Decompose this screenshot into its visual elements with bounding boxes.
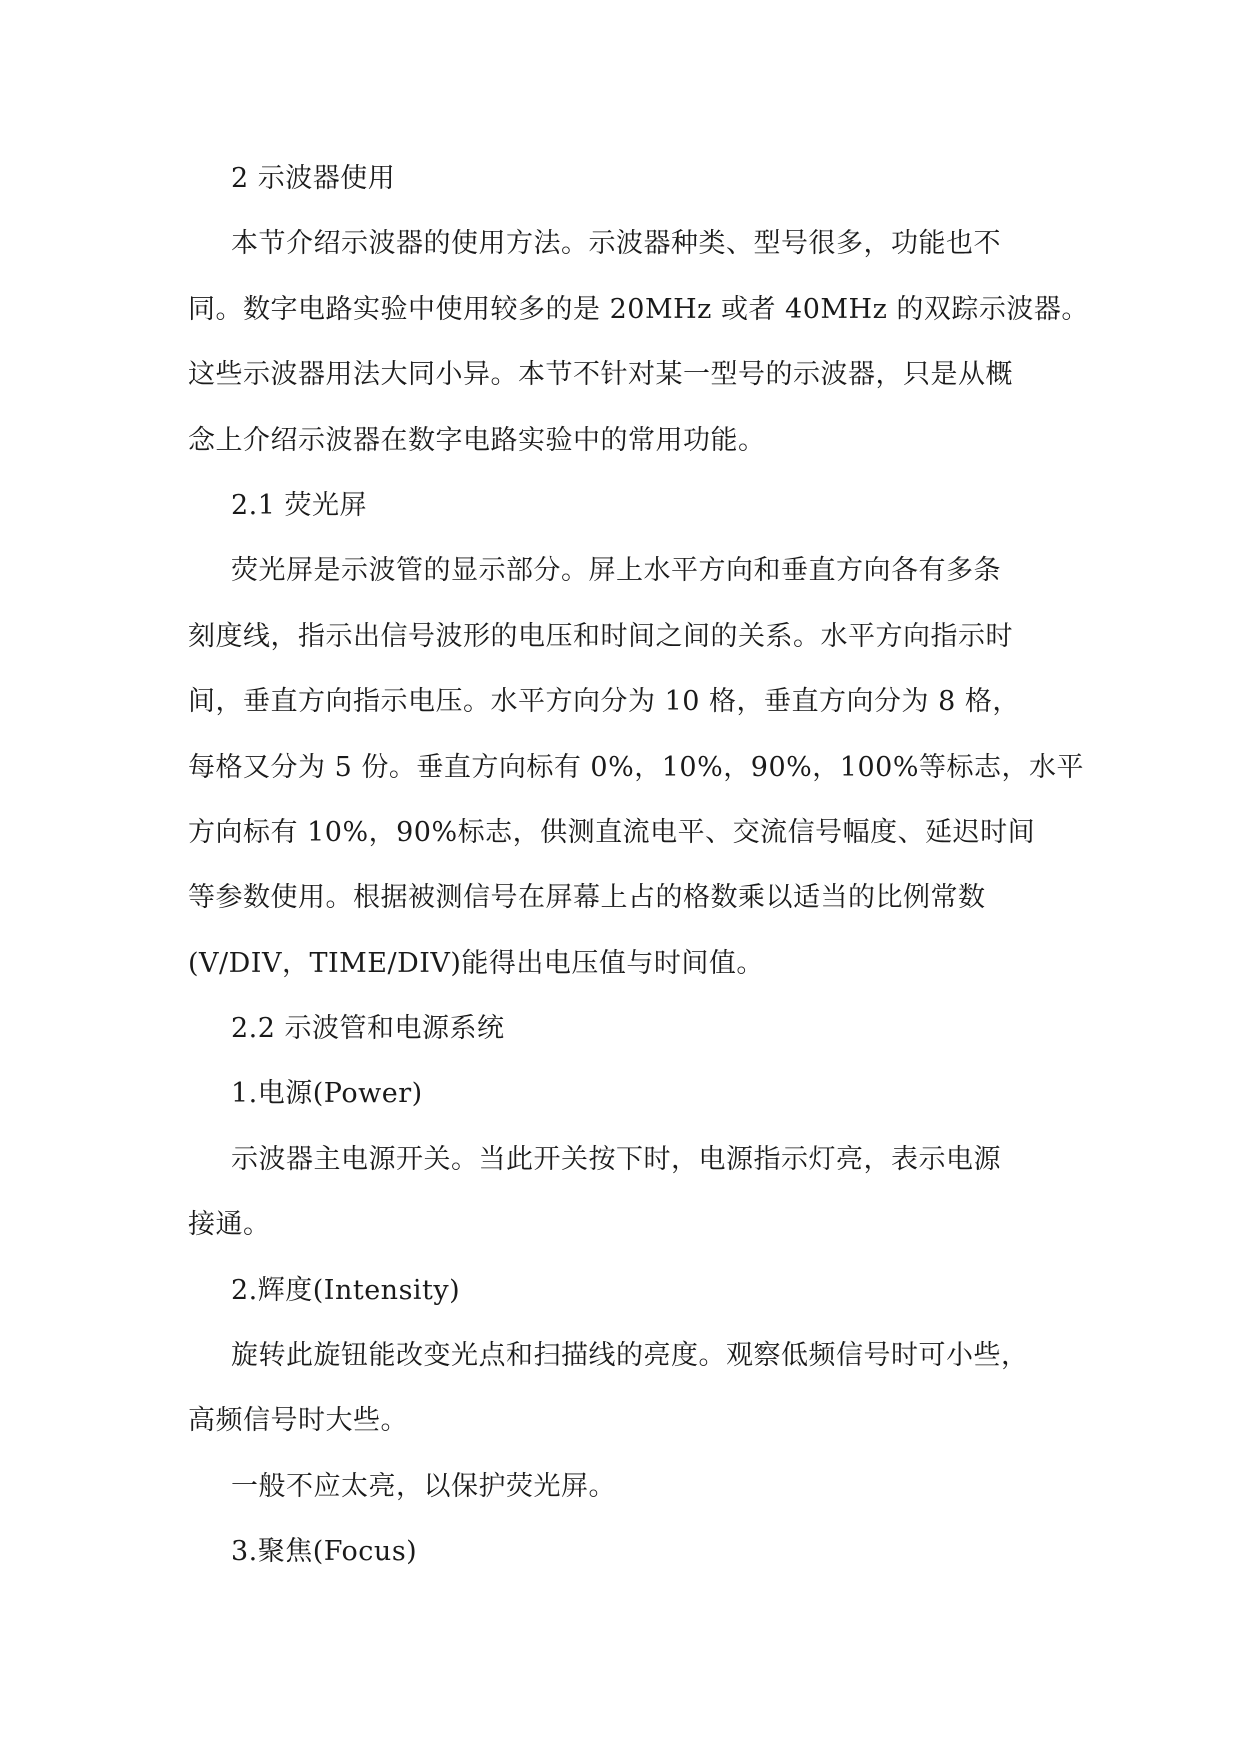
paragraph-line: 接通。 (188, 1209, 271, 1241)
section-heading-tube-and-power: 2.2 示波管和电源系统 (231, 1013, 505, 1045)
paragraph-line: (V/DIV，TIME/DIV)能得出电压值与时间值。 (188, 947, 764, 979)
paragraph-line: 一般不应太亮，以保护荧光屏。 (231, 1470, 616, 1502)
paragraph-line: 间，垂直方向指示电压。水平方向分为 10 格，垂直方向分为 8 格， (188, 686, 1020, 718)
item-heading-focus: 3.聚焦(Focus) (231, 1536, 418, 1568)
paragraph-line: 本节介绍示波器的使用方法。示波器种类、型号很多，功能也不 (231, 228, 1001, 260)
paragraph-line: 方向标有 10%，90%标志，供测直流电平、交流信号幅度、延迟时间 (188, 816, 1036, 848)
paragraph-line: 同。数字电路实验中使用较多的是 20MHz 或者 40MHz 的双踪示波器。 (188, 293, 1089, 325)
paragraph-line: 高频信号时大些。 (188, 1405, 408, 1437)
section-heading-screen: 2.1 荧光屏 (231, 489, 368, 521)
paragraph-line: 念上介绍示波器在数字电路实验中的常用功能。 (188, 424, 766, 456)
document-body (188, 146, 1089, 1585)
paragraph-line: 刻度线，指示出信号波形的电压和时间之间的关系。水平方向指示时 (188, 620, 1013, 652)
paragraph-line: 每格又分为 5 份。垂直方向标有 0%，10%，90%，100%等标志，水平 (188, 751, 1084, 783)
paragraph-line: 这些示波器用法大同小异。本节不针对某一型号的示波器，只是从概 (188, 359, 1013, 391)
item-heading-intensity: 2.辉度(Intensity) (231, 1274, 461, 1306)
paragraph-line: 旋转此旋钮能改变光点和扫描线的亮度。观察低频信号时可小些， (231, 1340, 1029, 1372)
item-heading-power: 1.电源(Power) (231, 1078, 423, 1110)
paragraph-line: 示波器主电源开关。当此开关按下时，电源指示灯亮，表示电源 (231, 1143, 1001, 1175)
paragraph-line: 荧光屏是示波管的显示部分。屏上水平方向和垂直方向各有多条 (231, 555, 1001, 587)
section-heading-oscilloscope-usage: 2 示波器使用 (231, 163, 396, 194)
paragraph-line: 等参数使用。根据被测信号在屏幕上占的格数乘以适当的比例常数 (188, 882, 986, 914)
